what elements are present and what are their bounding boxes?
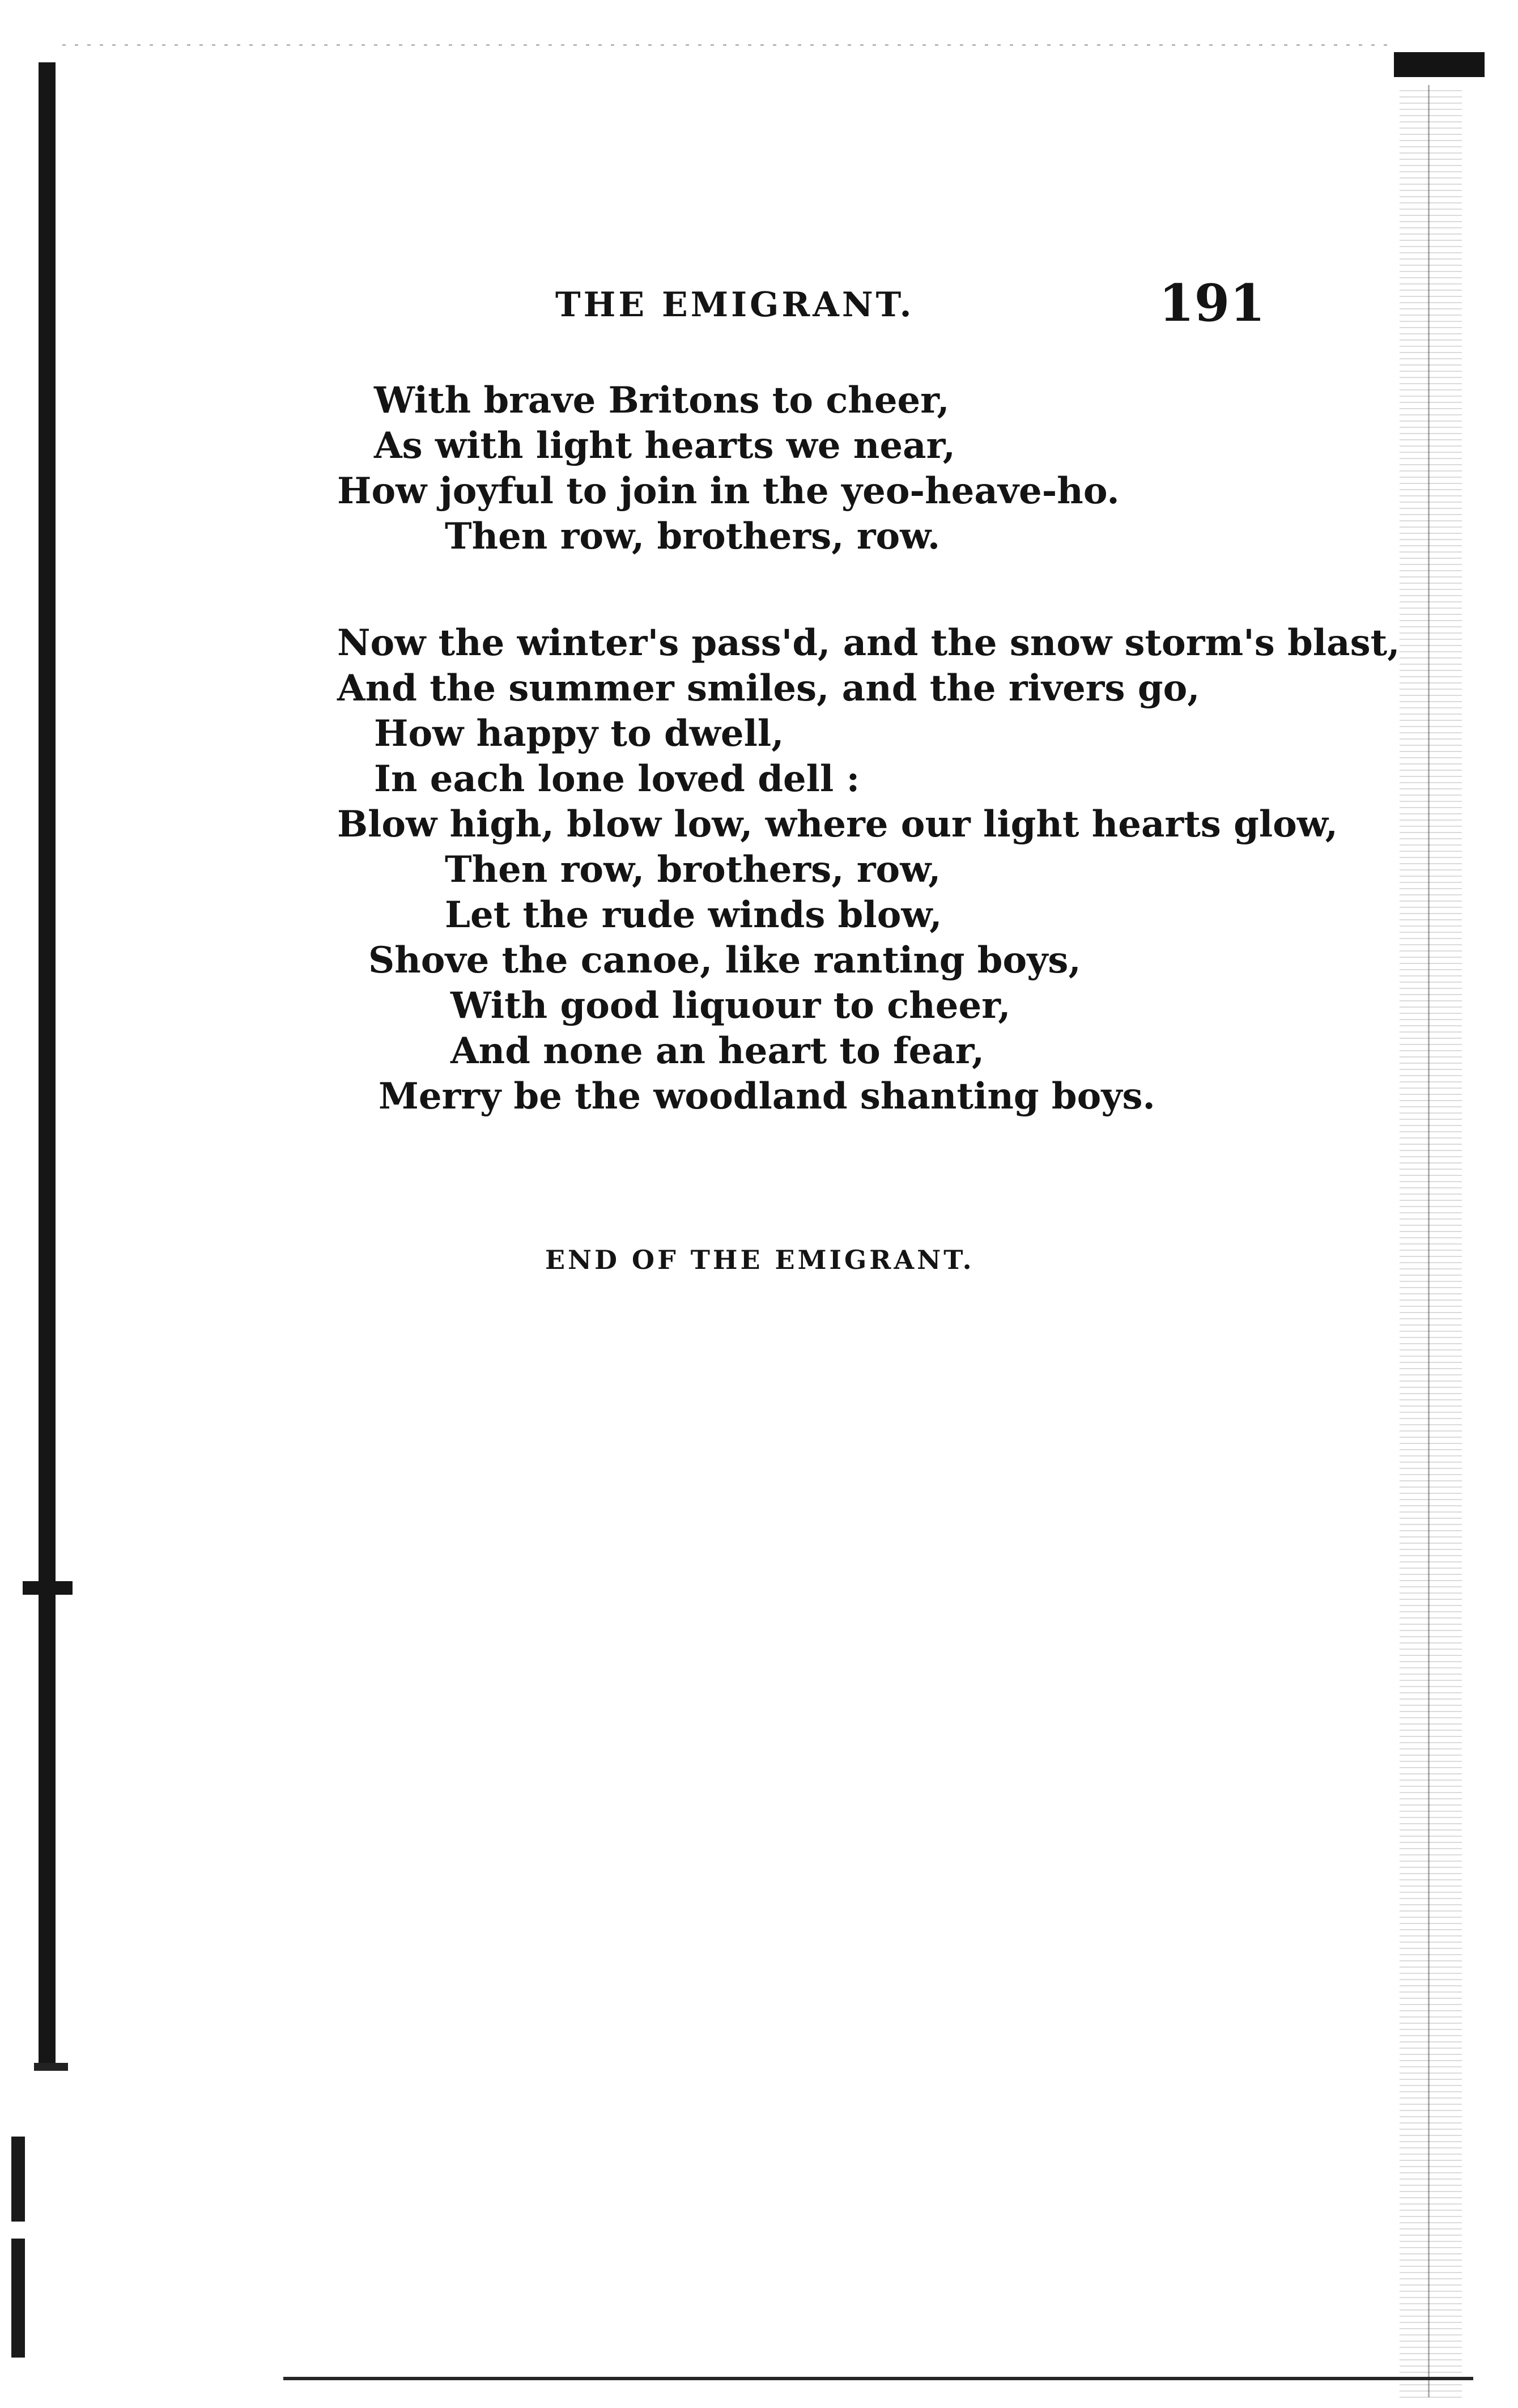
poem-line: With brave Britons to cheer,: [374, 379, 950, 422]
binding-edge: [39, 62, 56, 2069]
poem-line: How happy to dwell,: [374, 712, 784, 755]
running-title: THE EMIGRANT.: [555, 285, 915, 325]
page-fore-edge-line: [1428, 85, 1430, 2397]
page-number: 191: [1159, 273, 1265, 333]
poem-line: Then row, brothers, row,: [445, 848, 941, 891]
poem-line: Now the winter's pass'd, and the snow storm's blast,: [337, 622, 1400, 664]
poem-line: With good liquour to cheer,: [450, 984, 1011, 1027]
poem-line: Shove the canoe, like ranting boys,: [368, 939, 1081, 982]
poem-line: Blow high, blow low, where our light hearts glow,: [337, 803, 1338, 846]
end-note: END OF THE EMIGRANT.: [545, 1245, 975, 1275]
poem-line: Then row, brothers, row.: [445, 515, 941, 558]
poem-line: As with light hearts we near,: [374, 424, 955, 467]
binding-edge-mark: [34, 2063, 68, 2071]
page-corner-shadow: [1394, 52, 1485, 77]
page-top-edge: [62, 44, 1394, 46]
poem-line: And none an heart to fear,: [450, 1030, 985, 1072]
poem-line: How joyful to join in the yeo-heave-ho.: [337, 470, 1120, 512]
page-bottom-edge: [283, 2377, 1473, 2380]
page-fore-edge: [1400, 85, 1462, 2403]
poem-line: Merry be the woodland shanting boys.: [379, 1075, 1155, 1118]
binding-edge-fragment: [11, 2239, 25, 2358]
poem-line: Let the rude winds blow,: [445, 894, 942, 936]
poem-line: In each lone loved dell :: [374, 758, 860, 800]
poem-line: And the summer smiles, and the rivers go,: [337, 667, 1200, 710]
binding-edge-notch: [23, 1581, 73, 1595]
binding-edge-fragment: [11, 2137, 25, 2222]
